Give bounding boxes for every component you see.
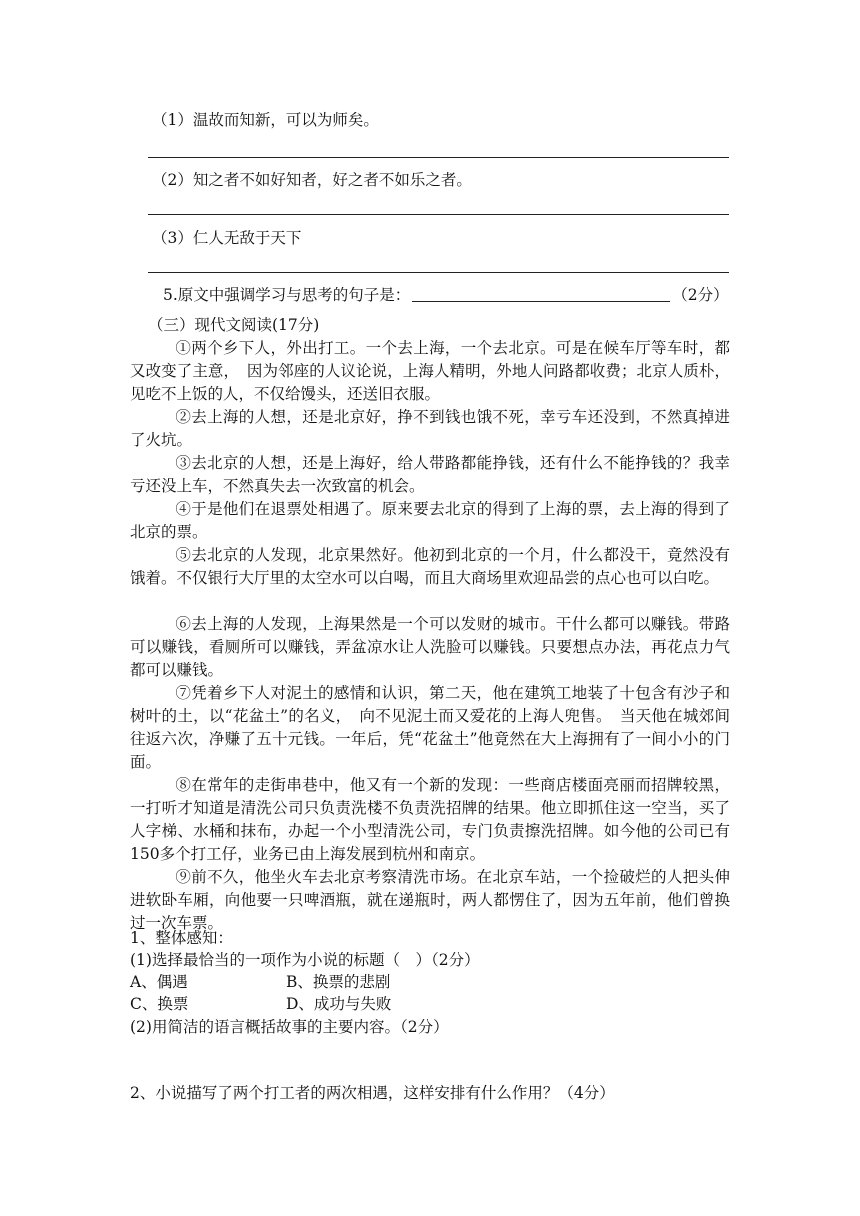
- section-3-title: （三）现代文阅读(17分): [148, 316, 320, 334]
- story-paragraph-3: ③去北京的人想，还是上海好，给人带路都能挣钱，还有什么不能挣钱的？我幸亏还没上车，不然真失去一次致富的机会。: [130, 454, 730, 495]
- translate-item-1: （1）温故而知新，可以为师矣。: [152, 111, 379, 129]
- question-2: 2、小说描写了两个打工者的两次相遇，这样安排有什么作用？（4分）: [130, 1084, 615, 1102]
- question-5-text: 5.原文中强调学习与思考的句子是：: [163, 286, 411, 304]
- story-paragraph-9: ⑨前不久，他坐火车去北京考察清洗市场。在北京车站，一个捡破烂的人把头伸进软卧车厢，向他要一只啤酒瓶，就在递瓶时，两人都愣住了，因为五年前，他们曾换过一次车票。: [130, 868, 730, 932]
- option-d[interactable]: D、成功与失败: [286, 995, 392, 1013]
- story-paragraph-7: ⑦凭着乡下人对泥土的感情和认识，第二天，他在建筑工地装了十包含有沙子和树叶的土，以“花盆土”的名义， 向不见泥土而又爱花的上海人兜售。 当天他在城郊间往返六次，净赚了五十元钱。一年后，凭“花盆土”他竟然在大上海拥有了一间小小的门面。: [130, 684, 730, 771]
- story-paragraph-8: ⑧在常年的走街串巷中，他又有一个新的发现：一些商店楼面亮丽而招牌较黑，一打听才知道是清洗公司只负责洗楼不负责洗招牌的结果。他立即抓住这一空当，买了人字梯、水桶和抹布，办起一个小型清洗公司，专门负责擦洗招牌。如今他的公司已有150多个打工仔，业务已由上海发展到杭州和南京。: [130, 776, 730, 863]
- story-paragraph-4: ④于是他们在退票处相遇了。原来要去北京的得到了上海的票，去上海的得到了北京的票。: [130, 500, 730, 541]
- story-paragraph-1: ①两个乡下人，外出打工。一个去上海，一个去北京。可是在候车厅等车时，都又改变了主意， 因为邻座的人议论说，上海人精明，外地人问路都收费；北京人质朴，见吃不上饭的人，不仅给馒头，还送旧衣服。: [130, 339, 730, 403]
- translate-item-2: （2）知之者不如好知者，好之者不如乐之者。: [152, 171, 472, 189]
- translate-item-3: （3）仁人无敌于天下: [152, 229, 302, 247]
- question-5: [163, 285, 729, 305]
- question-5-blank[interactable]: [412, 285, 670, 302]
- answer-line-2: [148, 214, 729, 215]
- question-5-score: （2分）: [672, 286, 729, 304]
- question-1-title: 1、整体感知：: [130, 929, 233, 947]
- story-paragraph-5: ⑤去北京的人发现，北京果然好。他初到北京的一个月，什么都没干，竟然没有饿着。不仅银行大厅里的太空水可以白喝，而且大商场里欢迎品尝的点心也可以白吃。: [130, 546, 730, 587]
- option-a[interactable]: A、偶遇: [130, 973, 188, 991]
- answer-line-1: [148, 157, 729, 158]
- story-paragraph-2: ②去上海的人想，还是北京好，挣不到钱也饿不死，幸亏车还没到，不然真掉进了火坑。: [130, 408, 730, 449]
- question-1-1: (1)选择最恰当的一项作为小说的标题（ ）（2分）: [130, 951, 480, 969]
- option-b[interactable]: B、换票的悲剧: [286, 973, 391, 991]
- question-1-2: (2)用简洁的语言概括故事的主要内容。（2分）: [130, 1018, 449, 1036]
- answer-line-3: [148, 272, 729, 273]
- option-c[interactable]: C、换票: [130, 995, 189, 1013]
- story-paragraph-6: ⑥去上海的人发现，上海果然是一个可以发财的城市。干什么都可以赚钱。带路可以赚钱，看厕所可以赚钱，弄盆凉水让人洗脸可以赚钱。只要想点办法，再花点力气都可以赚钱。: [130, 615, 730, 679]
